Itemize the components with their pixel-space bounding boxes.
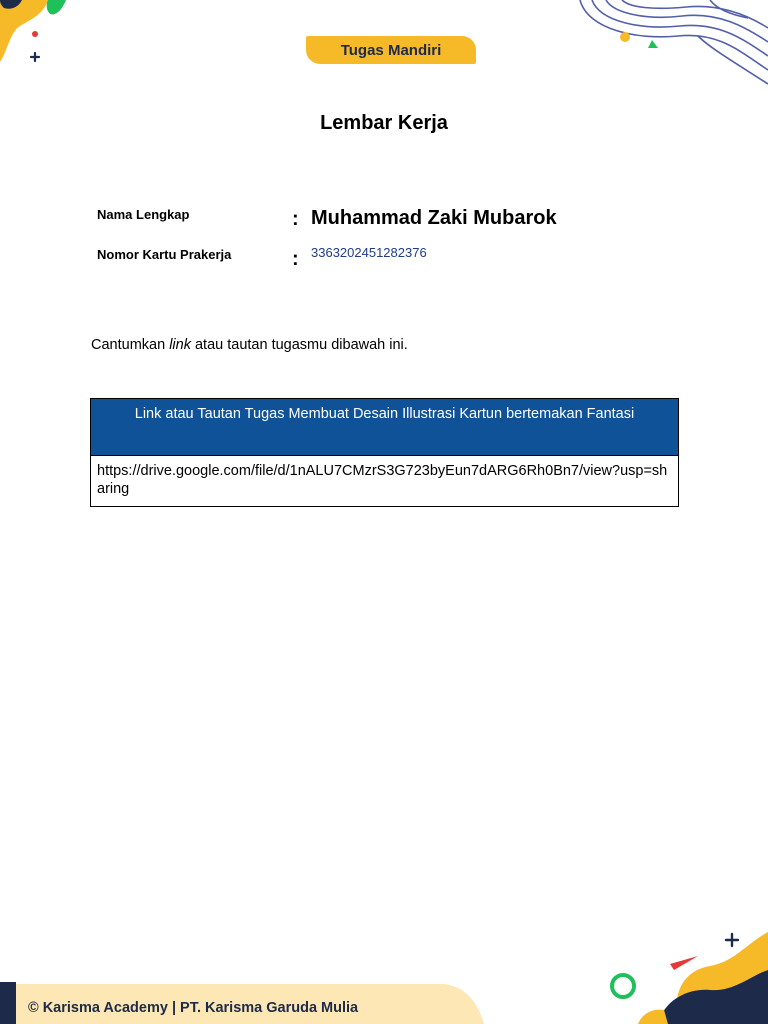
full-name-label: Nama Lengkap	[97, 207, 190, 222]
link-table	[90, 398, 679, 507]
plus-icon	[726, 934, 738, 946]
card-number-value: 3363202451282376	[311, 245, 427, 260]
card-number-label: Nomor Kartu Prakerja	[97, 247, 232, 262]
page-title: Lembar Kerja	[320, 112, 448, 134]
instruction-text: Cantumkan link atau tautan tugasmu dibawah ini.	[91, 337, 408, 353]
plus-icon	[31, 53, 39, 61]
task-badge: Tugas Mandiri	[306, 36, 476, 64]
bottom-right-decoration	[578, 914, 768, 1024]
card-number-separator: :	[292, 248, 299, 270]
top-left-decoration	[0, 0, 80, 72]
link-table-header: Link atau Tautan Tugas Membuat Desain Illustrasi Kartun bertemakan Fantasi	[91, 399, 678, 455]
top-right-decoration	[578, 0, 768, 90]
full-name-separator: :	[292, 208, 299, 230]
assignment-link[interactable]: https://drive.google.com/file/d/1nALU7CMzrS3G723byEun7dARG6Rh0Bn7/view?usp=sharing	[91, 455, 678, 506]
footer-copyright: © Karisma Academy | PT. Karisma Garuda Mulia	[28, 1000, 359, 1016]
link-word: link	[169, 337, 191, 353]
full-name-value: Muhammad Zaki Mubarok	[311, 207, 557, 229]
